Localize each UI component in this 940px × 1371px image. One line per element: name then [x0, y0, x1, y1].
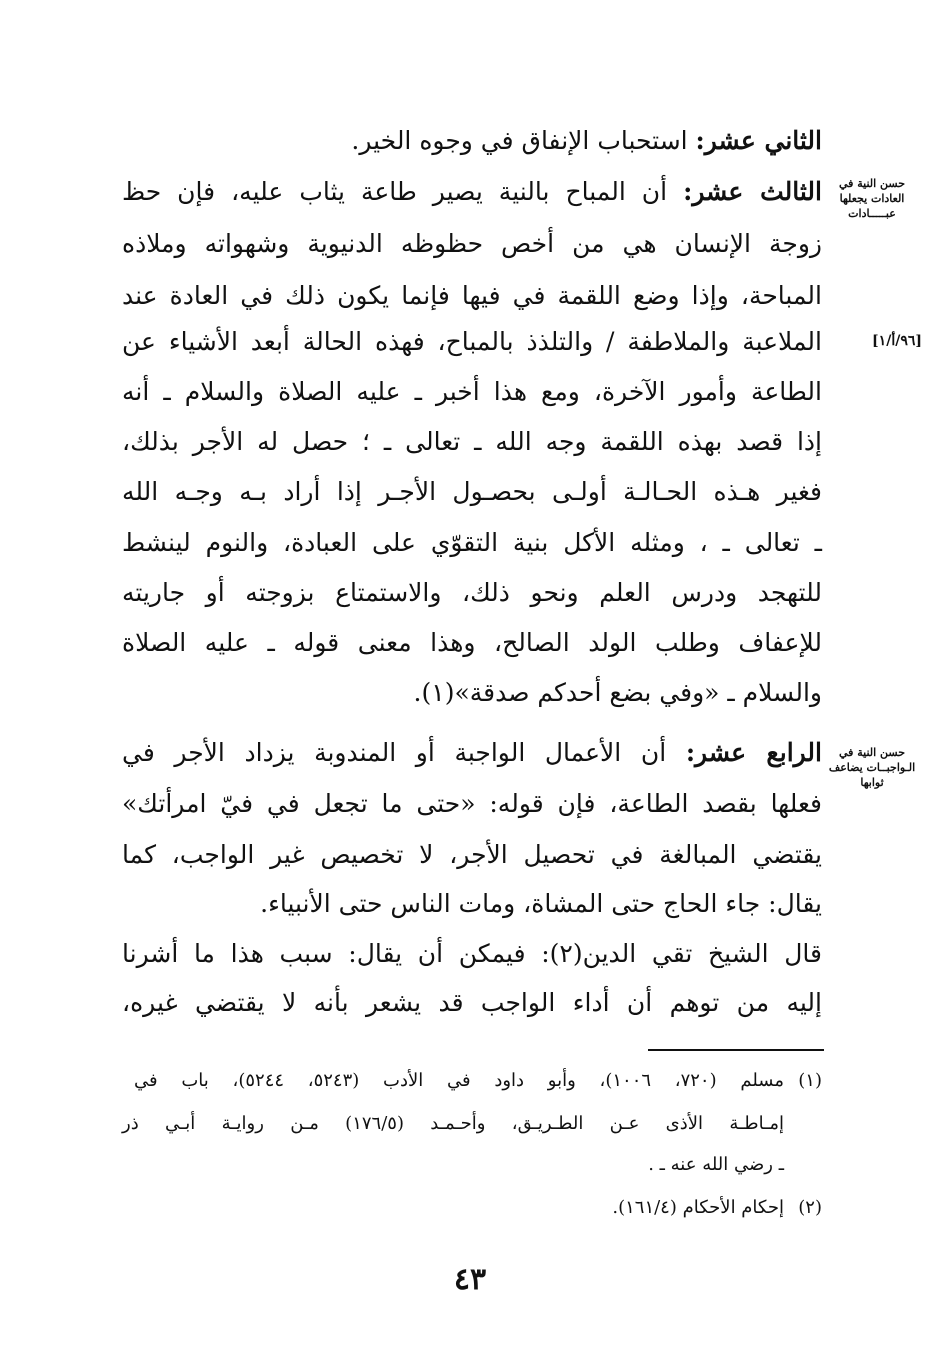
text-line: الملاعبة والملاطفة / والتلذذ بالمباح، فهذه الحالة أبعد الأشياء عن — [122, 327, 822, 356]
text-line: إذا قصد بهذه اللقمة وجه الله ـ تعالى ـ ؛ حصل له الأجر بذلك، — [122, 427, 822, 456]
text-line: للتهجد ودرس العلم ونحو ذلك، والاستمتاع بزوجته أو جاريته — [122, 578, 822, 607]
footnote-number: (١) — [798, 1070, 822, 1091]
text-line: فغير هـذه الحـالـة أولـى بحصـول الأجـر إذا أراد بـه وجـه الله — [122, 477, 822, 506]
footnote-text: ـ رضي الله عنه ـ . — [648, 1154, 784, 1175]
page-number: ٤٣ — [453, 1262, 487, 1297]
text-line: المباحة، وإذا وضع اللقمة في فيها فإنما يكون ذلك في العادة عند — [122, 281, 822, 310]
text-line — [122, 736, 822, 770]
paragraph-label: الرابع عشر: — [685, 738, 822, 767]
footnote-continuation — [122, 1111, 784, 1137]
text-line: يقتضي المبالغة في تحصيل الأجر، لا تخصيص غير الواجب، كما — [122, 840, 822, 869]
footnote-number: (٢) — [798, 1197, 822, 1218]
footnote-text: مسلم (٧٢٠، ١٠٠٦)، وأبو داود في الأدب (٥٢٤٣، ٥٢٤٤)، باب في — [134, 1070, 784, 1091]
text-line: والسلام ـ «وفي بضع أحدكم صدقة»(١). — [413, 678, 822, 707]
text-line: للإعفاف وطلب الولد الصالح، وهذا معنى قوله ـ عليه الصلاة — [122, 628, 822, 657]
text-line: فعلها بقصد الطاعة، فإن قوله: «حتى ما تجعل في فيّ امرأتك» — [122, 789, 822, 818]
text-line: ـ تعالى ـ ، ومثله الأكل بنية التقوّي على العبادة، والنوم لينشط — [122, 528, 822, 557]
text-line: قال الشيخ تقي الدين(٢): فيمكن أن يقال: سبب هذا ما أشرنا — [122, 939, 822, 968]
paragraph-text: أن الأعمال الواجبة أو المندوبة يزداد الأجر في — [122, 738, 686, 767]
footnote-continuation — [122, 1152, 784, 1178]
paragraph-text: أن المباح بالنية يصير طاعة يثاب عليه، فإن حظ — [122, 177, 684, 206]
text-line: يقال: جاء الحاج حتى المشاة، ومات الناس حتى الأنبياء. — [260, 889, 822, 918]
footnote — [122, 1068, 822, 1094]
footnote-text: إمـاطـة الأذى عـن الطـريـق، وأحـمـد (١٧٦/٥) مـن روايـة أبـي ذر — [122, 1113, 785, 1134]
text-line — [122, 175, 822, 209]
footnote-text: إحكام الأحكام (١٦١/٤). — [612, 1197, 784, 1218]
text-line: الطاعة وأمور الآخرة، ومع هذا أخبر ـ عليه الصلاة والسلام ـ أنه — [122, 377, 822, 406]
paragraph-text: استحباب الإنفاق في وجوه الخير. — [351, 126, 696, 155]
text-line — [122, 124, 822, 158]
text-line: زوجة الإنسان هي من أخص حظوظه الدنيوية وشهواته وملاذه — [122, 229, 822, 258]
manuscript-reference: [٩٦/أ/١] — [872, 333, 922, 349]
paragraph-label: الثاني عشر: — [695, 126, 822, 155]
margin-note: حسن النية في الـواجبــات يضاعف ثوابها — [828, 746, 916, 789]
footnote-separator — [648, 1049, 824, 1051]
paragraph-label: الثالث عشر: — [683, 177, 822, 206]
text-line: إليه من توهم أن أداء الواجب قد يشعر بأنه لا يقتضي غيره، — [122, 988, 822, 1017]
footnote — [122, 1195, 822, 1221]
margin-note: حسن النية في العادات يجعلها عبـــــادات — [838, 177, 906, 220]
